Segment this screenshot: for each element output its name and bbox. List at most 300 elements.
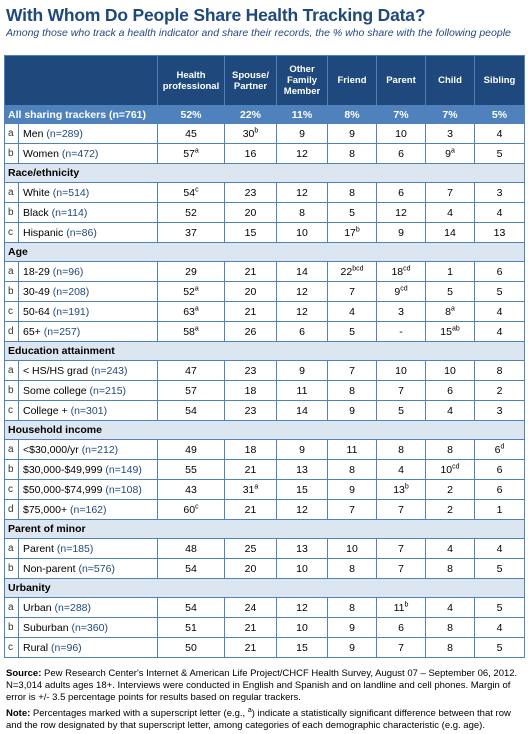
table-cell	[277, 282, 328, 302]
table-cell	[225, 124, 277, 144]
table-row	[5, 401, 525, 421]
table-row	[5, 638, 525, 658]
table-cell	[225, 480, 277, 500]
row-letter: b	[5, 144, 19, 164]
cell-value: 4	[398, 463, 404, 476]
row-letter: b	[5, 559, 19, 579]
table-cell	[475, 223, 525, 243]
cell-value: 3	[398, 305, 404, 318]
cell-value: 5	[496, 601, 503, 614]
significance-marker: a	[194, 147, 199, 154]
table-cell	[328, 638, 377, 658]
table-cell	[277, 618, 328, 638]
cell-value: 18	[244, 384, 257, 397]
cell-value: 54	[185, 404, 197, 417]
table-cell	[277, 539, 328, 559]
significance-marker: a	[194, 305, 199, 312]
row-sample-size: (n=301)	[70, 404, 108, 417]
significance-marker: b	[254, 127, 259, 134]
table-cell	[377, 124, 426, 144]
cell-value: 4	[349, 305, 355, 318]
row-sample-size: (n=191)	[52, 305, 90, 318]
table-cell	[158, 401, 225, 421]
row-label-text: Men	[23, 127, 44, 140]
cell-value: 6	[494, 443, 501, 456]
cell-value: 63	[183, 305, 195, 318]
cell-value: 8	[349, 601, 355, 614]
table-row	[5, 144, 525, 164]
table-cell	[225, 440, 277, 460]
all-row-value: 11%	[277, 106, 328, 124]
cell-value: 17	[344, 226, 356, 239]
cell-value: 8	[349, 147, 355, 160]
table-cell	[158, 223, 225, 243]
row-label-text: Suburban	[23, 621, 69, 634]
table-cell	[158, 322, 225, 342]
note-text-1: Percentages marked with a superscript letter (e.g.,	[32, 708, 246, 719]
table-cell	[426, 598, 475, 618]
table-cell	[475, 401, 525, 421]
row-sample-size: (n=472)	[61, 147, 99, 160]
cell-value: 58	[183, 325, 195, 338]
table-row	[5, 460, 525, 480]
cell-value: 10	[440, 463, 453, 476]
table-cell	[225, 322, 277, 342]
table-cell	[377, 440, 426, 460]
cell-value: 12	[296, 503, 308, 516]
table-cell	[475, 638, 525, 658]
table-cell	[328, 183, 377, 203]
table-body	[5, 106, 525, 658]
row-letter: a	[5, 598, 19, 618]
table-cell	[225, 598, 277, 618]
table-cell	[277, 381, 328, 401]
cell-value: 50	[185, 641, 197, 654]
cell-value: 13	[493, 226, 506, 239]
cell-value: 9	[349, 621, 355, 634]
table-cell	[426, 223, 475, 243]
cell-value: 18	[244, 443, 257, 456]
row-sample-size: (n=576)	[78, 562, 115, 575]
note-superscript: a	[247, 706, 252, 714]
cell-value: 9	[394, 285, 401, 298]
row-label	[19, 480, 158, 500]
cell-value: 23	[244, 186, 257, 199]
table-cell	[475, 203, 525, 223]
table-cell	[328, 262, 377, 282]
table-row	[5, 361, 525, 381]
row-label	[19, 598, 158, 618]
section-title: Age	[5, 243, 525, 262]
cell-value: 21	[244, 305, 257, 318]
cell-value: 11	[393, 601, 405, 614]
table-cell	[475, 618, 525, 638]
cell-value: 5	[447, 285, 453, 298]
table-cell	[225, 401, 277, 421]
cell-value: 55	[185, 463, 197, 476]
table-cell	[328, 361, 377, 381]
cell-value: 51	[185, 621, 197, 634]
table-cell	[426, 618, 475, 638]
table-cell	[377, 618, 426, 638]
cell-value: 6	[496, 463, 503, 476]
significance-marker: a	[450, 147, 455, 154]
row-label-text: Non-parent	[23, 562, 76, 575]
significance-marker: a	[194, 285, 199, 292]
source-label: Source:	[6, 668, 42, 679]
table-cell	[328, 539, 377, 559]
table-cell	[225, 302, 277, 322]
cell-value: 12	[296, 601, 308, 614]
table-cell	[158, 559, 225, 579]
cell-value: 13	[393, 483, 405, 496]
row-label-text: 50-64	[23, 305, 50, 318]
section-title: Parent of minor	[5, 520, 525, 539]
cell-value: 10	[346, 542, 358, 555]
table-cell	[475, 183, 525, 203]
row-label-text: Urban	[23, 601, 52, 614]
data-table	[4, 55, 525, 658]
cell-value: 49	[185, 443, 197, 456]
significance-marker: a	[194, 325, 199, 332]
table-cell	[225, 144, 277, 164]
source-text: Pew Research Center's Internet & American Life Project/CHCF Health Survey, August 07 – September 06, 2012. N=3,014 adults ages 18+. Interviews were conducted in English and Spanish and on landline and cell phones. Margin of error is +/- 3.5 percentage points for results based on regular trackers.	[6, 668, 518, 703]
table-cell	[475, 262, 525, 282]
section-row	[5, 520, 525, 539]
cell-value: 20	[244, 562, 257, 575]
cell-value: 9	[299, 364, 305, 377]
cell-value: 4	[447, 206, 453, 219]
significance-marker: b	[404, 601, 409, 608]
table-cell	[158, 440, 225, 460]
cell-value: 21	[244, 641, 257, 654]
cell-value: 8	[496, 364, 503, 377]
row-letter: b	[5, 203, 19, 223]
cell-value: 2	[496, 384, 503, 397]
table-cell	[426, 460, 475, 480]
row-label-text: Hispanic	[23, 226, 64, 239]
column-header: Sibling	[475, 56, 525, 106]
table-cell	[475, 460, 525, 480]
row-label	[19, 203, 158, 223]
cell-value: 7	[398, 562, 404, 575]
table-cell	[158, 183, 225, 203]
row-label-text: 65+	[23, 325, 41, 338]
row-label-text: $75,000+	[23, 503, 68, 516]
row-sample-size: (n=257)	[43, 325, 81, 338]
header-row	[5, 56, 525, 106]
cell-value: 5	[349, 325, 355, 338]
row-sample-size: (n=243)	[91, 364, 128, 377]
row-sample-size: (n=212)	[81, 443, 119, 456]
cell-value: 57	[183, 147, 195, 160]
table-cell	[277, 183, 328, 203]
cell-value: 25	[244, 542, 257, 555]
cell-value: 2	[447, 503, 453, 516]
row-letter: a	[5, 124, 19, 144]
cell-value: 10	[395, 364, 407, 377]
all-row-value: 7%	[377, 106, 426, 124]
row-label	[19, 223, 158, 243]
row-label	[19, 618, 158, 638]
row-letter: a	[5, 262, 19, 282]
table-cell	[426, 203, 475, 223]
table-cell	[426, 124, 475, 144]
row-letter: a	[5, 183, 19, 203]
significance-marker: cd	[403, 265, 411, 272]
table-cell	[475, 559, 525, 579]
cell-value: 15	[296, 483, 308, 496]
row-label-text: Black	[23, 206, 49, 219]
row-label	[19, 559, 158, 579]
cell-value: 14	[296, 265, 308, 278]
table-cell	[426, 440, 475, 460]
cell-value: 3	[496, 186, 503, 199]
cell-value: 7	[349, 503, 355, 516]
section-title: Urbanity	[5, 579, 525, 598]
cell-value: 21	[244, 463, 257, 476]
cell-value: 22	[340, 265, 353, 278]
table-cell	[328, 460, 377, 480]
row-letter: c	[5, 302, 19, 322]
table-cell	[277, 401, 328, 421]
table-cell	[377, 460, 426, 480]
cell-value: 15	[440, 325, 452, 338]
table-cell	[277, 480, 328, 500]
table-row	[5, 183, 525, 203]
cell-value: 13	[296, 542, 308, 555]
table-cell	[277, 460, 328, 480]
cell-value: 14	[444, 226, 456, 239]
cell-value: 11	[296, 384, 308, 397]
table-cell	[377, 598, 426, 618]
row-sample-size: (n=208)	[52, 285, 90, 298]
cell-value: 8	[349, 463, 355, 476]
cell-value: 8	[299, 206, 305, 219]
table-cell	[377, 322, 426, 342]
cell-value: 47	[185, 364, 197, 377]
row-label	[19, 361, 158, 381]
table-cell	[426, 282, 475, 302]
column-header: Parent	[377, 56, 426, 106]
table-cell	[475, 124, 525, 144]
cell-value: 6	[496, 265, 503, 278]
cell-value: 6	[398, 186, 404, 199]
table-cell	[277, 559, 328, 579]
cell-value: -	[399, 325, 403, 338]
cell-value: 7	[447, 186, 453, 199]
significance-marker: c	[195, 503, 199, 510]
row-sample-size: (n=96)	[52, 265, 84, 278]
table-row	[5, 618, 525, 638]
cell-value: 3	[447, 127, 453, 140]
table-cell	[328, 440, 377, 460]
cell-value: 48	[185, 542, 197, 555]
row-sample-size: (n=149)	[105, 463, 142, 476]
section-row	[5, 579, 525, 598]
significance-marker: a	[254, 483, 259, 490]
all-row-value: 5%	[475, 106, 525, 124]
row-label-text: $50,000-$74,999	[23, 483, 103, 496]
cell-value: 1	[447, 265, 453, 278]
note-text-2: ) indicate a statistically significant difference between that row and the row designated by that superscript letter, among categories of each demographic characteristic (e.g. age).	[6, 708, 511, 731]
row-letter: b	[5, 381, 19, 401]
row-label-text: 18-29	[23, 265, 50, 278]
table-cell	[158, 500, 225, 520]
table-cell	[225, 539, 277, 559]
table-cell	[426, 401, 475, 421]
row-label	[19, 183, 158, 203]
column-header: Child	[426, 56, 475, 106]
page-subtitle: Among those who track a health indicator and share their records, the % who share with the following people	[6, 27, 511, 39]
row-label	[19, 144, 158, 164]
cell-value: 12	[296, 305, 308, 318]
cell-value: 18	[391, 265, 404, 278]
cell-value: 52	[185, 206, 197, 219]
cell-value: 10	[296, 621, 308, 634]
cell-value: 12	[395, 206, 407, 219]
table-cell	[328, 618, 377, 638]
cell-value: 8	[447, 562, 453, 575]
cell-value: 29	[185, 265, 197, 278]
table-row	[5, 302, 525, 322]
table-cell	[377, 401, 426, 421]
table-cell	[277, 203, 328, 223]
table-cell	[328, 322, 377, 342]
table-cell	[277, 223, 328, 243]
cell-value: 21	[244, 503, 257, 516]
table-cell	[475, 539, 525, 559]
row-letter: a	[5, 361, 19, 381]
cell-value: 10	[444, 364, 456, 377]
row-label-text: Rural	[23, 641, 49, 654]
cell-value: 6	[398, 147, 404, 160]
significance-marker: ab	[451, 325, 460, 332]
cell-value: 7	[398, 503, 404, 516]
table-cell	[225, 203, 277, 223]
row-letter: b	[5, 460, 19, 480]
section-row	[5, 164, 525, 183]
table-cell	[158, 460, 225, 480]
cell-value: 4	[447, 542, 453, 555]
table-cell	[158, 203, 225, 223]
cell-value: 5	[349, 206, 355, 219]
table-row	[5, 322, 525, 342]
row-label-text: Parent	[23, 542, 54, 555]
row-sample-size: (n=514)	[52, 186, 90, 199]
cell-value: 8	[398, 443, 404, 456]
cell-value: 5	[496, 147, 503, 160]
row-letter: b	[5, 618, 19, 638]
table-cell	[426, 262, 475, 282]
cell-value: 10	[395, 127, 407, 140]
table-cell	[377, 559, 426, 579]
row-label	[19, 638, 158, 658]
cell-value: 14	[296, 404, 308, 417]
section-title: Education attainment	[5, 342, 525, 361]
cell-value: 16	[244, 147, 257, 160]
row-label	[19, 302, 158, 322]
all-row-value: 22%	[225, 106, 277, 124]
table-cell	[377, 144, 426, 164]
cell-value: 7	[349, 364, 355, 377]
row-sample-size: (n=114)	[51, 206, 88, 219]
table-cell	[426, 539, 475, 559]
cell-value: 54	[185, 562, 197, 575]
table-cell	[377, 381, 426, 401]
significance-marker: d	[500, 443, 505, 450]
cell-value: 24	[244, 601, 257, 614]
table-cell	[475, 144, 525, 164]
cell-value: 9	[398, 226, 404, 239]
cell-value: 12	[296, 186, 308, 199]
cell-value: 9	[299, 443, 305, 456]
cell-value: 37	[185, 226, 197, 239]
cell-value: 6	[398, 621, 404, 634]
table-cell	[225, 262, 277, 282]
significance-marker: a	[450, 305, 455, 312]
row-letter: c	[5, 638, 19, 658]
cell-value: 6	[496, 483, 503, 496]
cell-value: 8	[447, 443, 453, 456]
table-cell	[328, 559, 377, 579]
table-cell	[277, 440, 328, 460]
table-cell	[158, 302, 225, 322]
note-label: Note:	[6, 708, 31, 719]
row-letter: d	[5, 322, 19, 342]
table-cell	[377, 480, 426, 500]
table-cell	[377, 638, 426, 658]
cell-value: 9	[349, 641, 355, 654]
cell-value: 7	[349, 285, 355, 298]
cell-value: 52	[183, 285, 195, 298]
cell-value: 10	[296, 226, 308, 239]
table-cell	[475, 500, 525, 520]
cell-value: 5	[496, 285, 503, 298]
row-label	[19, 440, 158, 460]
cell-value: 20	[244, 206, 257, 219]
header-blank	[5, 56, 158, 106]
table-cell	[377, 223, 426, 243]
cell-value: 1	[496, 503, 503, 516]
source-note	[6, 668, 522, 704]
cell-value: 60	[183, 503, 196, 516]
significance-marker: cd	[400, 285, 408, 292]
page-title: With Whom Do People Share Health Tracking Data?	[6, 5, 426, 25]
cell-value: 5	[496, 562, 503, 575]
table-cell	[277, 500, 328, 520]
cell-value: 43	[185, 483, 197, 496]
cell-value: 2	[447, 483, 453, 496]
table-cell	[328, 302, 377, 322]
table-row	[5, 223, 525, 243]
cell-value: 5	[496, 641, 503, 654]
row-sample-size: (n=96)	[51, 641, 82, 654]
table-row	[5, 559, 525, 579]
table-row	[5, 500, 525, 520]
all-row	[5, 106, 525, 124]
cell-value: 9	[349, 127, 355, 140]
table-cell	[158, 262, 225, 282]
row-label-text: Women	[23, 147, 59, 160]
table-cell	[426, 361, 475, 381]
row-label	[19, 282, 158, 302]
cell-value: 8	[447, 641, 453, 654]
column-header: Spouse/ Partner	[225, 56, 277, 106]
column-header: Health professional	[158, 56, 225, 106]
table-cell	[475, 302, 525, 322]
row-letter: a	[5, 440, 19, 460]
